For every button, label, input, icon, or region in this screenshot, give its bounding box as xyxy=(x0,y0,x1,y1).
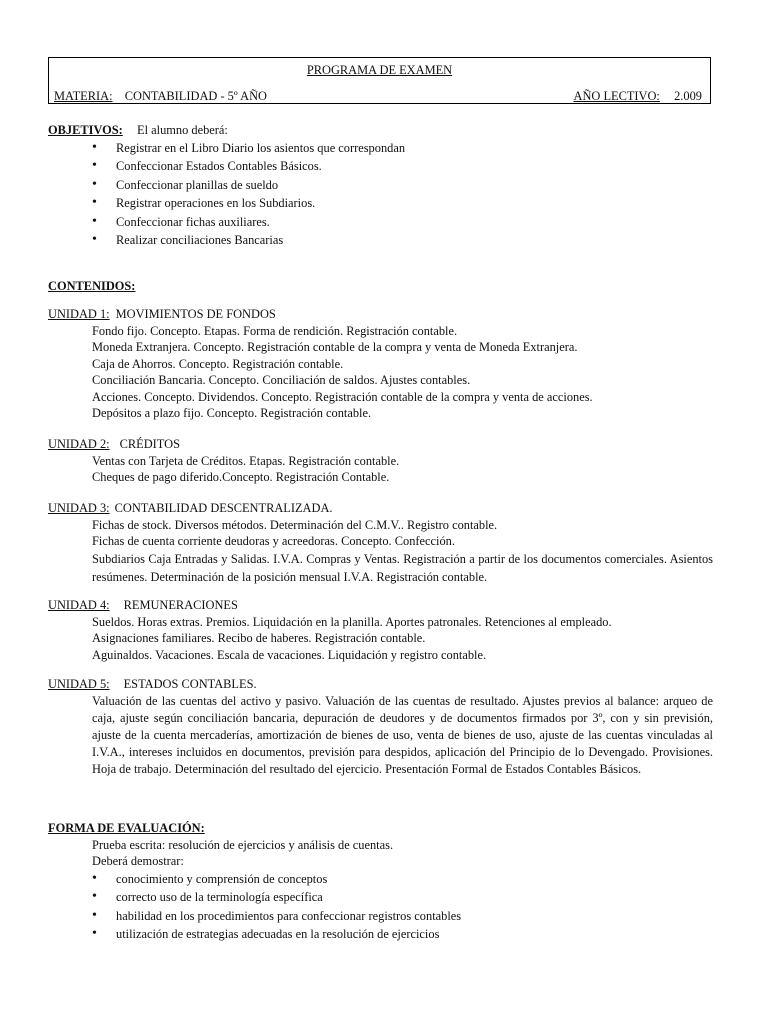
evaluacion-line: Deberá demostrar: xyxy=(92,854,184,868)
list-item: • correcto uso de la terminología específica xyxy=(48,888,713,907)
list-item: • Confeccionar planillas de sueldo xyxy=(48,176,713,195)
list-item: • Registrar en el Libro Diario los asientos que correspondan xyxy=(48,139,713,158)
unidad-line: Asignaciones familiares. Recibo de haberes. Registración contable. xyxy=(92,631,426,645)
unidad-heading xyxy=(48,436,713,453)
unidad-label: UNIDAD 3: xyxy=(48,501,110,515)
unidad-line: Fichas de stock. Diversos métodos. Determinación del C.M.V.. Registro contable. xyxy=(92,517,498,532)
unidad-heading xyxy=(48,676,713,693)
unidad-2-section xyxy=(48,436,713,486)
unidad-paragraph: Subdiarios Caja Entradas y Salidas. I.V.A. Compras y Ventas. Registración a partir de los documentos comerciales. Asientos resúmenes. Determinación de la posición mensual I.V.A. Registración contable. xyxy=(92,551,713,584)
materia-line xyxy=(54,88,267,105)
unidad-5-section xyxy=(48,676,713,779)
unidad-label: UNIDAD 5: xyxy=(48,677,110,691)
list-item: • Realizar conciliaciones Bancarias xyxy=(48,231,713,250)
anio-label: AÑO LECTIVO: xyxy=(573,89,660,103)
document-title: PROGRAMA DE EXAMEN xyxy=(306,63,453,77)
evaluacion-label: FORMA DE EVALUACIÓN: xyxy=(48,821,205,835)
objetivos-heading-line xyxy=(48,122,713,139)
unidad-3-section xyxy=(48,500,713,586)
list-item: • Registrar operaciones en los Subdiarios. xyxy=(48,194,713,213)
unidad-heading xyxy=(48,500,713,517)
unidad-1-section xyxy=(48,306,713,422)
unidad-line: Acciones. Concepto. Dividendos. Concepto. Registración contable de la compra y venta de acciones. xyxy=(92,389,593,404)
unidad-title: CONTABILIDAD DESCENTRALIZADA. xyxy=(114,501,333,515)
unidad-line: Conciliación Bancaria. Concepto. Conciliación de saldos. Ajustes contables. xyxy=(92,373,471,387)
anio-value: 2.009 xyxy=(674,89,702,103)
objetivos-intro: El alumno deberá: xyxy=(137,123,228,137)
unidad-line: Moneda Extranjera. Concepto. Registración contable de la compra y venta de Moneda Extranjera. xyxy=(92,340,578,354)
list-item: • Confeccionar Estados Contables Básicos. xyxy=(48,157,713,176)
unidad-line: Depósitos a plazo fijo. Concepto. Registración contable. xyxy=(92,406,372,420)
unidad-line: Ventas con Tarjeta de Créditos. Etapas. Registración contable. xyxy=(92,453,400,468)
objetivos-list xyxy=(48,139,713,251)
exam-header-box xyxy=(48,57,711,104)
unidad-label: UNIDAD 4: xyxy=(48,598,110,612)
unidad-4-section xyxy=(48,597,713,663)
contenidos-label: CONTENIDOS: xyxy=(48,279,136,293)
unidad-title: ESTADOS CONTABLES. xyxy=(123,677,257,691)
materia-value: CONTABILIDAD - 5º AÑO xyxy=(124,89,267,103)
unidad-label: UNIDAD 1: xyxy=(48,307,110,321)
unidad-paragraph: Valuación de las cuentas del activo y pasivo. Valuación de las cuentas de resultado. Ajustes previos al balance: arqueo de caja, ajuste según conciliación bancaria, depuración de deudores y de documentos firmados por 3º, con y sin previsión, ajuste de la cuenta mercaderías, amortización de bienes de uso, venta de bienes de uso, ajuste de las cuentas vinculadas al I.V.A., intereses incluidos en documentos, previsión para despidos, aplicación del Principio de lo Devengado. Provisiones. Hoja de trabajo. Determinación del resultado del ejercicio. Presentación Formal de Estados Contables Básicos. xyxy=(92,693,713,777)
unidad-label: UNIDAD 2: xyxy=(48,437,110,451)
objetivos-label: OBJETIVOS: xyxy=(48,123,123,137)
unidad-heading xyxy=(48,306,713,323)
list-item: • utilización de estrategias adecuadas en la resolución de ejercicios xyxy=(48,925,713,944)
unidad-title: CRÉDITOS xyxy=(119,437,180,451)
unidad-heading xyxy=(48,597,713,614)
evaluacion-line: Prueba escrita: resolución de ejercicios y análisis de cuentas. xyxy=(92,837,394,852)
unidad-title: MOVIMIENTOS DE FONDOS xyxy=(115,307,276,321)
objetivos-section xyxy=(48,122,713,250)
materia-label: MATERIA: xyxy=(54,89,113,103)
evaluacion-section xyxy=(48,820,713,944)
unidad-line: Fondo fijo. Concepto. Etapas. Forma de rendición. Registración contable. xyxy=(92,323,458,338)
anio-lectivo-line xyxy=(574,88,703,105)
list-item: • Confeccionar fichas auxiliares. xyxy=(48,213,713,232)
list-item: • conocimiento y comprensión de conceptos xyxy=(48,870,713,889)
unidad-title: REMUNERACIONES xyxy=(123,598,238,612)
contenidos-heading-section xyxy=(48,278,713,295)
unidad-line: Cheques de pago diferido.Concepto. Registración Contable. xyxy=(92,470,390,484)
unidad-line: Fichas de cuenta corriente deudoras y acreedoras. Concepto. Confección. xyxy=(92,534,455,548)
unidad-line: Sueldos. Horas extras. Premios. Liquidación en la planilla. Aportes patronales. Retenciones al empleado. xyxy=(92,614,612,629)
unidad-line: Caja de Ahorros. Concepto. Registración contable. xyxy=(92,356,344,371)
list-item: • habilidad en los procedimientos para confeccionar registros contables xyxy=(48,907,713,926)
unidad-line: Aguinaldos. Vacaciones. Escala de vacaciones. Liquidación y registro contable. xyxy=(92,647,487,662)
evaluacion-list xyxy=(48,870,713,944)
